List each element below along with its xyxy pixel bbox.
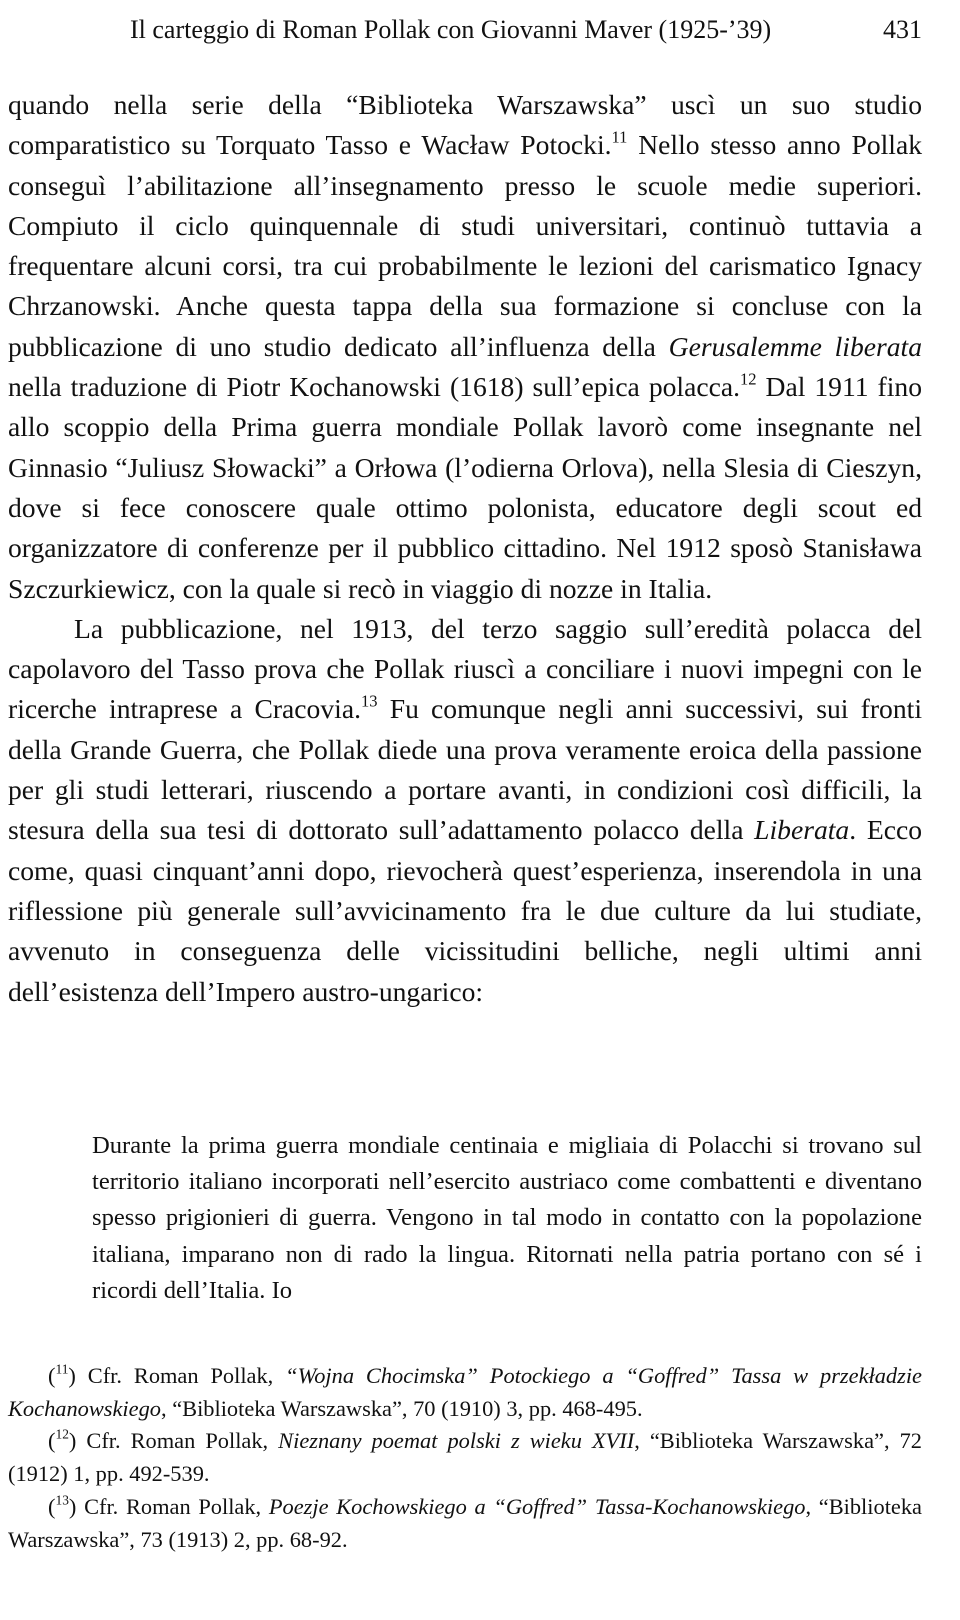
main-text <box>8 85 922 1012</box>
footnote-number: 11 <box>55 1361 69 1377</box>
text-run: quando nella serie della “Biblioteka Warszawska” uscì un suo studio comparatistico su Torquato Tasso e Wacław Potocki. <box>8 89 922 161</box>
footnote-ref-12: 12 <box>739 369 757 389</box>
running-header <box>130 10 922 50</box>
text-run: nella traduzione di Piotr Kochanowski (1618) sull’epica polacca. <box>8 371 740 403</box>
footnote-12 <box>8 1425 922 1490</box>
block-quote: Durante la prima guerra mondiale centinaia e migliaia di Polacchi si trovano sul territorio italiano incorporati nell’esercito austriaco come combattenti e diventano spesso prigionieri di guerra. Vengono in tal modo in contatto con la popolazione italiana, imparano non di rado la lingua. Ritornati nella patria portano con sé i ricordi dell’Italia. Io <box>92 1132 922 1304</box>
italic-title: Liberata <box>754 814 850 846</box>
footnote-paren: ) <box>68 1493 85 1519</box>
footnotes <box>8 1360 922 1556</box>
footnote-number: 12 <box>55 1427 69 1442</box>
footnote-paren: ) <box>68 1428 87 1454</box>
footnote-italic: Nieznany poemat polski z wieku XVII <box>278 1428 635 1454</box>
page-number: 431 <box>883 15 922 44</box>
italic-title: Gerusalemme liberata <box>668 330 922 362</box>
paragraph-1 <box>8 85 922 609</box>
paragraph-2 <box>8 609 922 1012</box>
footnote-italic: Poezje Kochowskiego a “Goffred” Tassa-Kochanowskiego <box>268 1493 806 1519</box>
footnote-text: Cfr. Roman Pollak, <box>86 1428 279 1454</box>
footnote-italic: “Wojna Chocimska” Potockiego a “Goffred” Tassa w przekładzie Kochanowskiego <box>8 1363 922 1421</box>
footnote-11 <box>8 1360 922 1425</box>
footnote-text: , “Biblioteka Warszawska”, 72 (1912) 1, pp. 492-539. <box>8 1428 922 1487</box>
footnote-paren: ( <box>48 1493 56 1519</box>
running-title: Il carteggio di Roman Pollak con Giovanni Maver (1925-’39) <box>130 15 772 44</box>
footnote-paren: ( <box>48 1363 56 1388</box>
footnote-paren: ) <box>68 1363 88 1388</box>
footnote-number: 13 <box>55 1492 69 1508</box>
text-run: . Ecco come, quasi cinquant’anni dopo, rievocherà quest’esperienza, inserendola in una riflessione più generale sull’avvicinamento fra le due culture da lui studiate, avvenuto in conseguenza delle vicissitudini belliche, negli ultimi anni dell’esistenza dell’Impero austro-ungarico: <box>8 814 922 1007</box>
text-run: La pubblicazione, nel 1913, del terzo saggio sull’eredità polacca del capolavoro del Tasso prova che Pollak riuscì a conciliare i nuovi impegni con le ricerche intraprese a Cracovia. <box>8 612 922 725</box>
footnote-ref-11: 11 <box>611 127 628 147</box>
footnote-text: , “Biblioteka Warszawska”, 73 (1913) 2, pp. 68-92. <box>8 1493 922 1552</box>
footnote-text: , “Biblioteka Warszawska”, 70 (1910) 3, pp. 468-495. <box>161 1395 643 1421</box>
footnote-text: Cfr. Roman Pollak, <box>84 1493 269 1519</box>
text-run: Fu comunque negli anni successivi, sui fronti della Grande Guerra, che Pollak diede una prova veramente eroica della passione per gli studi letterari, riuscendo a portare avanti, in condizioni così difficili, la stesura della sua tesi di dottorato sull’adattamento polacco della <box>8 693 922 846</box>
footnote-text: Cfr. Roman Pollak, <box>87 1363 286 1388</box>
footnote-13 <box>8 1491 922 1556</box>
footnote-paren: ( <box>48 1428 56 1454</box>
text-run: Nello stesso anno Pollak conseguì l’abilitazione all’insegnamento presso le scuole medie superiori. Compiuto il ciclo quinquennale di studi universitari, continuò tuttavia a frequentare alcuni corsi, tra cui probabilmente le lezioni del carismatico Ignacy Chrzanowski. Anche questa tappa della sua formazione si concluse con la pubblicazione di uno studio dedicato all’influenza della <box>8 129 922 362</box>
footnote-ref-13: 13 <box>360 691 378 711</box>
text-run: Dal 1911 fino allo scoppio della Prima guerra mondiale Pollak lavorò come insegnante nel Ginnasio “Juliusz Słowacki” a Orłowa (l’odierna Orlova), nella Slesia di Cieszyn, dove si fece conoscere quale ottimo polonista, educatore degli scout ed organizzatore di conferenze per il pubblico cittadino. Nel 1912 sposò Stanisława Szczurkiewicz, con la quale si recò in viaggio di nozze in Italia. <box>8 371 922 604</box>
